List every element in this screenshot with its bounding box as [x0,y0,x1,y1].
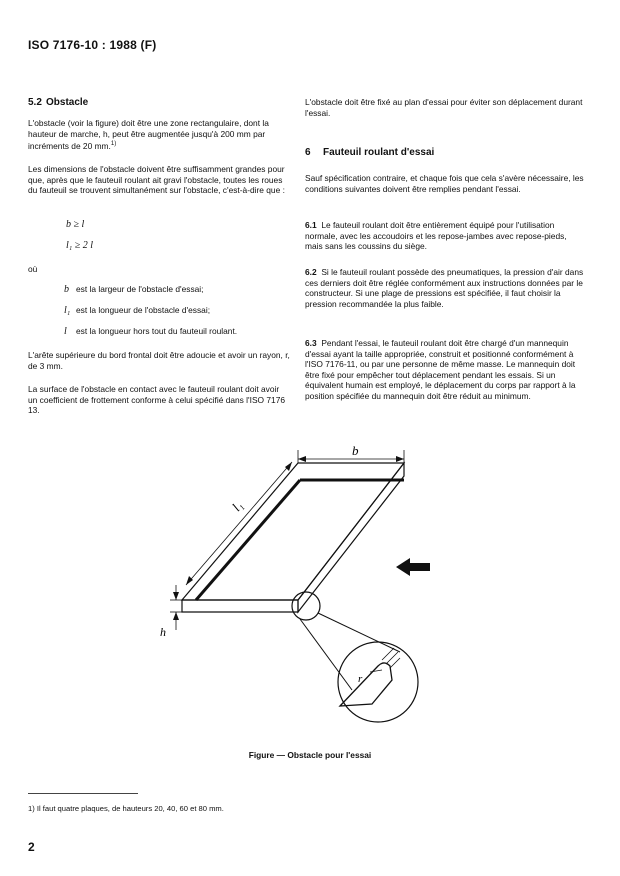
paragraph-conditions: Sauf spécification contraire, et chaque fois que cela s'avère nécessaire, les conditions suivantes doivent être remplies pendant l'essai. [305,173,584,194]
clause-text: Pendant l'essai, le fauteuil roulant doit être chargé d'un mannequin d'essai ayant la taille appropriée, construit et positionné conformément à l'ISO 7176-11, ou par une personne de même masse. Le mannequin doit être fixé pour empêcher tout déplacement pendant les essais. Si un équivalent humain est employé, le déplacement du corps par rapport à la position spécifiée du mannequin doit être réduit au minimum. [305,338,576,401]
obstacle-front-face [182,600,298,612]
definition-text: est la longueur de l'obstacle d'essai; [76,305,211,315]
h-arrowhead-top [173,592,179,600]
paragraph-surface: La surface de l'obstacle en contact avec le fauteuil roulant doit avoir un coefficient de frottement conforme à celui spécifié dans l'ISO 7176 13. [28,384,286,416]
section-number: 5.2 [28,97,42,108]
definition-text: est la longueur hors tout du fauteuil roulant. [76,326,238,336]
definition-text: est la largeur de l'obstacle d'essai; [76,284,204,294]
label-b: b [352,443,359,458]
b-arrowhead-right [396,456,404,462]
detail-hatch-3 [390,658,400,668]
paragraph-text: L'obstacle (voir la figure) doit être une zone rectangulaire, dont la hauteur de marche, h, peut être augmentée jusqu'à 200 mm par incréments de 20 mm. [28,118,269,151]
label-h: h [160,625,166,639]
detail-radius-line [370,670,382,672]
footnote-ref: 1) [110,141,117,148]
footnote-rule [28,793,138,794]
l1-arrowhead-high [285,462,292,471]
detail-leader-left [300,619,352,690]
label-r: r [358,673,363,685]
clause-text: Le fauteuil roulant doit être entièrement équipé pour l'utilisation normale, avec les accoudoirs et les repose-jambes avec repose-pieds, mais sans les coussins du siège. [305,220,567,252]
b-arrowhead-left [298,456,306,462]
detail-circle-small [292,592,320,620]
paragraph-edge: L'arête supérieure du bord frontal doit être adoucie et avoir un rayon, r, de 3 mm. [28,350,290,371]
equation-l1: l₁ ≥ 2 l [66,240,94,251]
direction-arrow-icon [396,558,430,576]
symbol: l [64,326,67,337]
section-title: Fauteuil roulant d'essai [323,147,435,158]
clause-number: 6.1 [305,220,317,230]
symbol: l₁ [64,305,71,316]
figure-caption: Figure — Obstacle pour l'essai [248,750,372,760]
symbol: b [64,284,69,295]
paragraph-dimensions: Les dimensions de l'obstacle doivent être suffisamment grandes pour que, après que le fauteuil roulant ait gravi l'obstacle, toutes les roues du fauteuil se trouvent simultanément sur l'obstacle, c'est-à-dire que : [28,164,285,196]
section-number: 6 [305,147,311,158]
obstacle-back-edge [196,480,300,600]
clause-text: Si le fauteuil roulant possède des pneumatiques, la pression d'air dans ces derniers doit être réglée conformément aux instructions données par le constructeur. Si une plage de pressions est spécifiée, il faut choisir la pression recommandée la plus faible. [305,267,584,309]
footnote: 1) Il faut quatre plaques, de hauteurs 20, 40, 60 et 80 mm. [28,804,224,813]
detail-circle-large [338,642,418,722]
obstacle-side-face [298,463,404,612]
section-title: Obstacle [46,97,89,108]
h-arrowhead-bottom [173,612,179,620]
page-header: ISO 7176-10 : 1988 (F) [28,38,157,52]
clause-number: 6.2 [305,267,317,277]
l1-arrowhead-low [186,576,193,585]
paragraph-fixing: L'obstacle doit être fixé au plan d'essai pour éviter son déplacement durant l'essai. [305,97,583,118]
clause-number: 6.3 [305,338,317,348]
l1-dimension-line [186,462,292,585]
label-l1: l₁ [228,498,246,514]
equation-b: b ≥ l [66,219,85,230]
page-number: 2 [28,840,35,854]
where-label: où [28,264,38,274]
